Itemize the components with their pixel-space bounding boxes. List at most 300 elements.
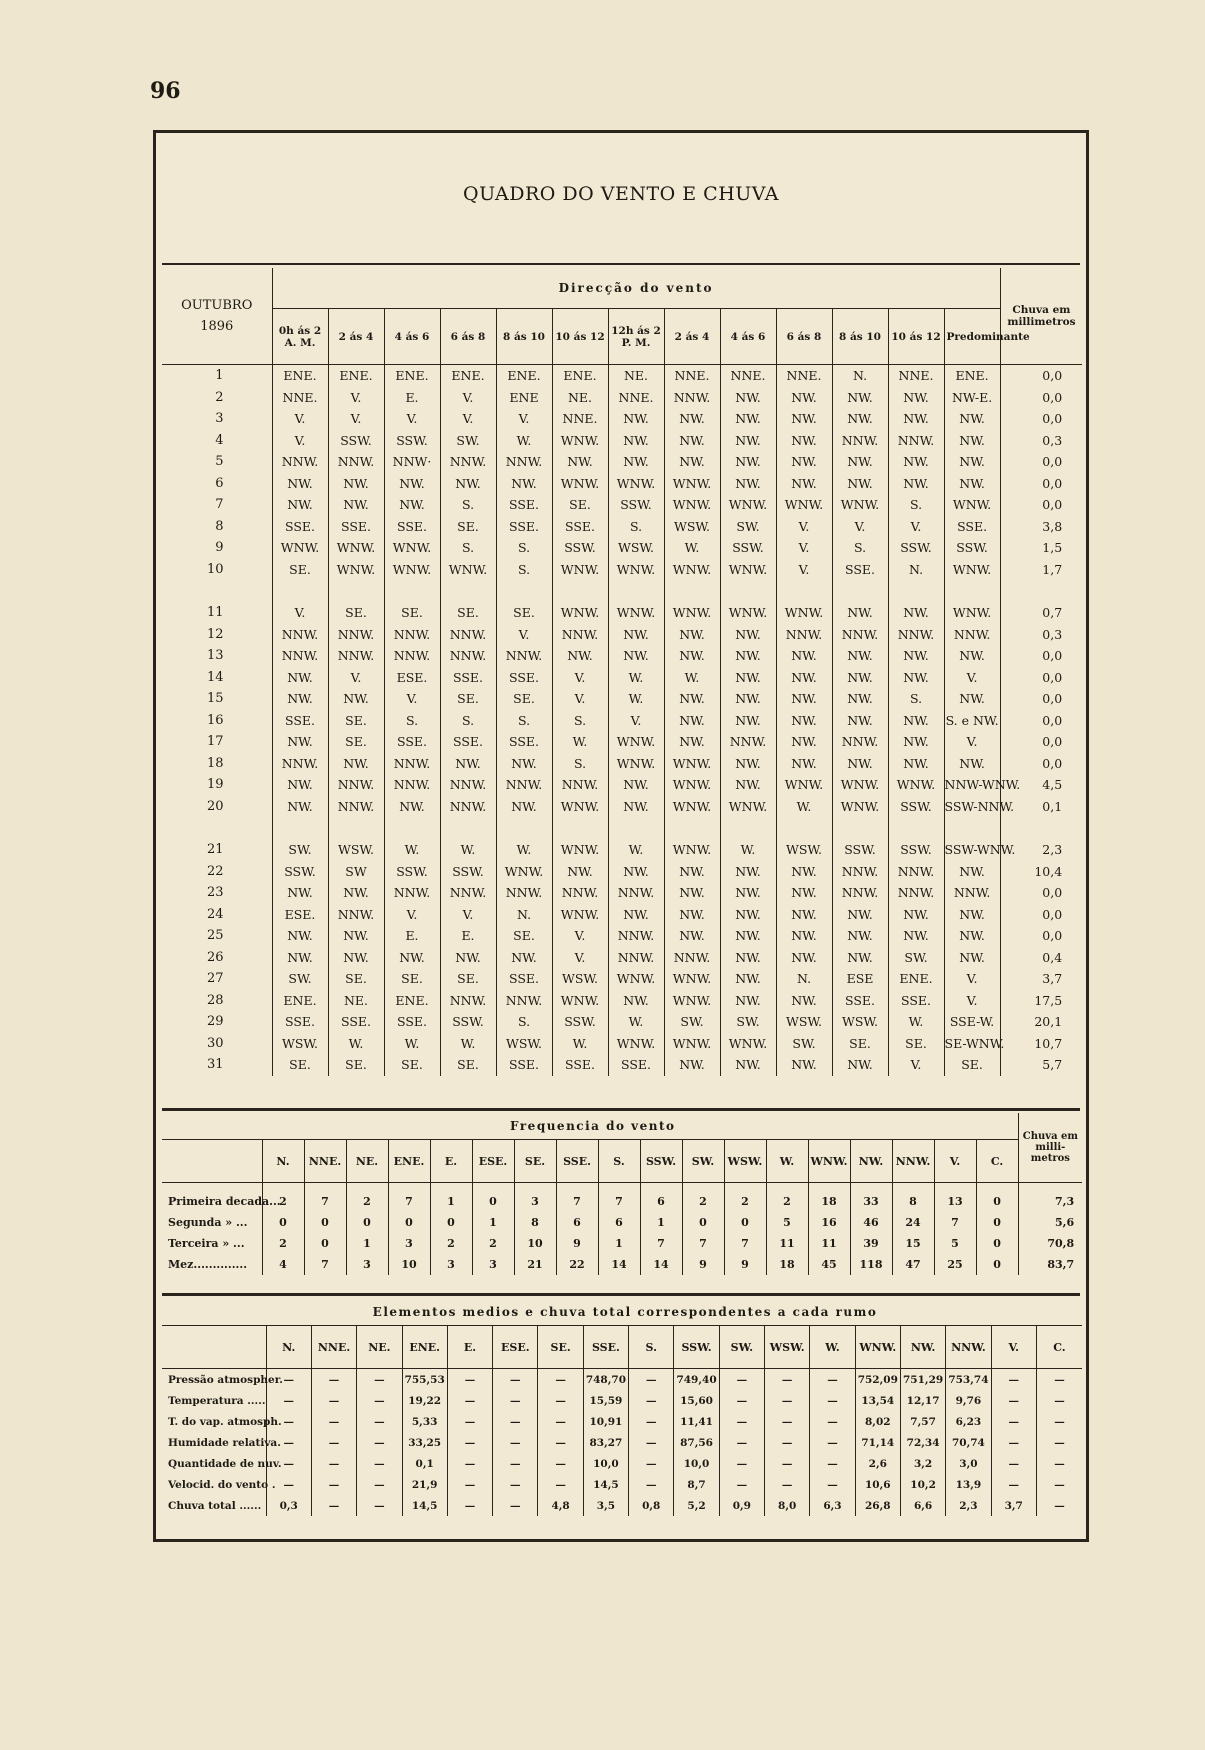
column-header: SW.: [719, 1326, 764, 1369]
direction-cell: NW.: [720, 925, 776, 947]
direction-cell: SSE.: [440, 731, 496, 753]
direction-cell: NW.: [720, 451, 776, 473]
direction-cell: NNW.: [664, 387, 720, 409]
table-row: [162, 645, 1082, 667]
direction-cell: V.: [608, 710, 664, 732]
element-cell: 6,6: [900, 1495, 945, 1516]
element-cell: —: [1036, 1474, 1082, 1495]
direction-cell: V.: [776, 559, 832, 581]
direction-cell: SSE.: [272, 516, 328, 538]
spacer-cell: [328, 580, 384, 602]
rain-cell: 0,0: [1000, 667, 1082, 689]
rain-cell: 0,1: [1000, 796, 1082, 818]
direction-cell: NW.: [720, 947, 776, 969]
direction-cell: NNE.: [272, 387, 328, 409]
element-cell: —: [629, 1432, 674, 1453]
element-cell: —: [493, 1453, 538, 1474]
frequency-cell: 2: [346, 1183, 388, 1213]
spacer-cell: [888, 580, 944, 602]
frequency-cell: 18: [766, 1254, 808, 1275]
direction-cell: NW.: [944, 947, 1000, 969]
direction-cell: V.: [384, 408, 440, 430]
wind-direction-header: Direcção do vento: [272, 268, 1000, 309]
direction-cell: NW.: [720, 387, 776, 409]
column-header: N.: [262, 1140, 304, 1183]
table-row: [162, 1033, 1082, 1055]
frequency-cell: 2: [682, 1183, 724, 1213]
element-cell: —: [266, 1390, 311, 1411]
direction-cell: W.: [328, 1033, 384, 1055]
direction-cell: SSW.: [552, 537, 608, 559]
element-cell: —: [629, 1390, 674, 1411]
direction-cell: V.: [552, 947, 608, 969]
direction-cell: NW.: [944, 925, 1000, 947]
direction-cell: NNW.: [776, 624, 832, 646]
direction-cell: ENE: [496, 387, 552, 409]
element-cell: —: [266, 1432, 311, 1453]
direction-cell: SSE.: [944, 516, 1000, 538]
page-title: QUADRO DO VENTO E CHUVA: [463, 183, 779, 205]
direction-cell: SE.: [496, 602, 552, 624]
frequency-cell: 2: [262, 1233, 304, 1254]
rain-cell: 20,1: [1000, 1011, 1082, 1033]
direction-cell: V.: [944, 667, 1000, 689]
element-cell: —: [719, 1453, 764, 1474]
element-cell: 15,59: [583, 1390, 628, 1411]
table-row: [162, 753, 1082, 775]
element-cell: —: [447, 1390, 492, 1411]
element-cell: 3,0: [946, 1453, 991, 1474]
direction-cell: S.: [440, 537, 496, 559]
element-cell: 10,0: [674, 1453, 719, 1474]
direction-cell: NNE.: [552, 408, 608, 430]
frequency-cell: 33: [850, 1183, 892, 1213]
direction-cell: NNE.: [664, 365, 720, 387]
element-cell: —: [493, 1411, 538, 1432]
direction-cell: SSW-NNW.: [944, 796, 1000, 818]
direction-cell: NW.: [272, 473, 328, 495]
direction-cell: NNW.: [552, 882, 608, 904]
direction-cell: NW.: [944, 753, 1000, 775]
direction-cell: SSE.: [272, 1011, 328, 1033]
element-cell: 3,5: [583, 1495, 628, 1516]
direction-cell: NW.: [832, 387, 888, 409]
element-cell: —: [991, 1390, 1036, 1411]
direction-cell: NW.: [720, 624, 776, 646]
direction-cell: SSE.: [608, 1054, 664, 1076]
direction-cell: SE.: [328, 1054, 384, 1076]
direction-cell: NNE.: [776, 365, 832, 387]
month-label: OUTUBRO: [181, 298, 253, 313]
direction-cell: S.: [496, 537, 552, 559]
direction-cell: NW.: [720, 1054, 776, 1076]
direction-cell: NW.: [888, 387, 944, 409]
direction-cell: SW.: [720, 516, 776, 538]
direction-cell: NW.: [384, 473, 440, 495]
element-cell: 6,23: [946, 1411, 991, 1432]
direction-cell: NNW.: [272, 624, 328, 646]
direction-cell: NNW.: [832, 882, 888, 904]
direction-cell: WNW.: [384, 537, 440, 559]
element-cell: 8,7: [674, 1474, 719, 1495]
day-cell: 5: [215, 454, 224, 470]
direction-cell: SSE.: [832, 559, 888, 581]
direction-cell: NW.: [944, 408, 1000, 430]
frequency-cell: 6: [640, 1183, 682, 1213]
frequency-cell: 45: [808, 1254, 850, 1275]
element-cell: —: [311, 1411, 356, 1432]
day-cell: 10: [206, 561, 224, 577]
direction-cell: NW.: [776, 710, 832, 732]
day-cell: 8: [215, 518, 224, 534]
element-cell: 10,2: [900, 1474, 945, 1495]
frequency-cell: 0: [976, 1254, 1018, 1275]
direction-cell: NNW.: [440, 774, 496, 796]
direction-cell: NNW.: [888, 624, 944, 646]
direction-cell: SW.: [664, 1011, 720, 1033]
rain-cell: 0,0: [1000, 731, 1082, 753]
element-cell: —: [493, 1474, 538, 1495]
direction-cell: WNW.: [776, 774, 832, 796]
rain-cell: 83,7: [1018, 1254, 1082, 1275]
table-row: [162, 667, 1082, 689]
direction-cell: SE.: [440, 688, 496, 710]
direction-cell: NNW.: [496, 645, 552, 667]
frequency-cell: 47: [892, 1254, 934, 1275]
direction-cell: SSW.: [440, 1011, 496, 1033]
direction-cell: NW.: [720, 710, 776, 732]
direction-cell: SW.: [720, 1011, 776, 1033]
direction-cell: V.: [496, 624, 552, 646]
table-row: [162, 688, 1082, 710]
direction-cell: NW.: [440, 473, 496, 495]
direction-cell: NW.: [776, 904, 832, 926]
direction-cell: SW.: [272, 839, 328, 861]
rain-cell: 0,0: [1000, 753, 1082, 775]
day-cell: 25: [206, 928, 224, 944]
column-header: Predominante: [944, 309, 1000, 365]
direction-cell: NW.: [664, 861, 720, 883]
direction-cell: NW.: [888, 925, 944, 947]
direction-cell: NNW.: [328, 645, 384, 667]
direction-cell: NE.: [608, 365, 664, 387]
column-header: SW.: [682, 1140, 724, 1183]
spacer-cell: [162, 580, 272, 602]
direction-cell: NW.: [832, 925, 888, 947]
direction-cell: NNW.: [496, 990, 552, 1012]
element-cell: 0,3: [266, 1495, 311, 1516]
direction-cell: NNW.: [944, 624, 1000, 646]
direction-cell: WNW.: [832, 774, 888, 796]
element-cell: —: [1036, 1369, 1082, 1391]
direction-cell: NNE.: [720, 365, 776, 387]
frequency-cell: 118: [850, 1254, 892, 1275]
table-row: [162, 968, 1082, 990]
element-cell: 11,41: [674, 1411, 719, 1432]
direction-cell: N.: [888, 559, 944, 581]
element-cell: 15,60: [674, 1390, 719, 1411]
direction-cell: NW.: [664, 451, 720, 473]
rain-header: Chuva em millimetros: [1000, 268, 1082, 365]
direction-cell: E.: [440, 925, 496, 947]
element-cell: —: [357, 1453, 402, 1474]
spacer-cell: [944, 817, 1000, 839]
direction-cell: SE.: [328, 731, 384, 753]
direction-cell: NNW.: [608, 947, 664, 969]
direction-cell: NW.: [888, 667, 944, 689]
direction-cell: NW.: [272, 731, 328, 753]
spacer-cell: [776, 580, 832, 602]
direction-cell: WNW.: [720, 796, 776, 818]
direction-cell: NW.: [888, 731, 944, 753]
frequency-cell: 0: [430, 1212, 472, 1233]
direction-cell: SSW.: [608, 494, 664, 516]
direction-cell: SW.: [440, 430, 496, 452]
direction-cell: WSW.: [608, 537, 664, 559]
direction-cell: NW.: [888, 645, 944, 667]
column-header: ENE.: [402, 1326, 447, 1369]
direction-cell: WNW.: [664, 990, 720, 1012]
direction-cell: WNW.: [384, 559, 440, 581]
direction-cell: V.: [384, 904, 440, 926]
element-cell: 14,5: [402, 1495, 447, 1516]
direction-cell: NNW.: [272, 451, 328, 473]
row-label: Quantidade de nuv.: [168, 1457, 282, 1470]
element-cell: —: [810, 1432, 855, 1453]
day-cell: 6: [215, 475, 224, 491]
element-cell: —: [357, 1390, 402, 1411]
direction-cell: WNW.: [720, 1033, 776, 1055]
element-cell: 8,02: [855, 1411, 900, 1432]
column-header: NNE.: [311, 1326, 356, 1369]
wind-direction-table: [162, 268, 1082, 1076]
rain-cell: 0,0: [1000, 473, 1082, 495]
direction-cell: W.: [608, 839, 664, 861]
column-header: ESE.: [493, 1326, 538, 1369]
element-cell: 10,91: [583, 1411, 628, 1432]
rain-cell: 0,0: [1000, 710, 1082, 732]
direction-cell: SSW.: [552, 1011, 608, 1033]
direction-cell: WNW.: [552, 602, 608, 624]
direction-cell: NW.: [888, 473, 944, 495]
element-cell: 13,9: [946, 1474, 991, 1495]
direction-cell: W.: [496, 430, 552, 452]
direction-cell: SSE.: [888, 990, 944, 1012]
direction-cell: SSE.: [552, 516, 608, 538]
table-row: [162, 710, 1082, 732]
table-row: [162, 602, 1082, 624]
table-row: [162, 774, 1082, 796]
frequency-cell: 7: [682, 1233, 724, 1254]
frequency-cell: 0: [724, 1212, 766, 1233]
direction-cell: ENE.: [272, 365, 328, 387]
direction-cell: SSW.: [944, 537, 1000, 559]
frequency-cell: 0: [346, 1212, 388, 1233]
direction-cell: V.: [384, 688, 440, 710]
element-cell: —: [765, 1453, 810, 1474]
column-header: NNE.: [304, 1140, 346, 1183]
direction-cell: SE.: [832, 1033, 888, 1055]
element-cell: —: [311, 1495, 356, 1516]
element-cell: —: [266, 1453, 311, 1474]
direction-cell: NW.: [832, 904, 888, 926]
rain-cell: 0,0: [1000, 451, 1082, 473]
table-row: [162, 904, 1082, 926]
direction-cell: WNW.: [664, 559, 720, 581]
table-row: [162, 1495, 1082, 1516]
direction-cell: NNW.: [608, 882, 664, 904]
direction-cell: NW.: [608, 796, 664, 818]
rain-cell: 5,7: [1000, 1054, 1082, 1076]
direction-cell: SSW.: [384, 861, 440, 883]
element-cell: 6,3: [810, 1495, 855, 1516]
direction-cell: NNW.: [888, 882, 944, 904]
row-label: T. do vap. atmosph.: [168, 1415, 282, 1428]
direction-cell: WNW.: [608, 473, 664, 495]
direction-cell: V.: [552, 925, 608, 947]
frequency-cell: 15: [892, 1233, 934, 1254]
direction-cell: SSE.: [496, 968, 552, 990]
frequency-cell: 13: [934, 1183, 976, 1213]
spacer-cell: [440, 580, 496, 602]
direction-cell: V.: [552, 667, 608, 689]
direction-cell: NW.: [776, 473, 832, 495]
row-label: Temperatura .....: [168, 1394, 266, 1407]
day-cell: 7: [215, 497, 224, 513]
element-cell: —: [719, 1390, 764, 1411]
direction-cell: SSE.: [384, 516, 440, 538]
frequency-cell: 6: [556, 1212, 598, 1233]
frequency-cell: 7: [556, 1183, 598, 1213]
rain-cell: 0,0: [1000, 408, 1082, 430]
column-header: N.: [266, 1326, 311, 1369]
direction-cell: V.: [440, 387, 496, 409]
direction-cell: ENE.: [384, 365, 440, 387]
spacer-cell: [272, 580, 328, 602]
element-cell: —: [538, 1474, 583, 1495]
rain-cell: 0,0: [1000, 645, 1082, 667]
direction-cell: ENE.: [384, 990, 440, 1012]
direction-cell: WNW.: [944, 559, 1000, 581]
row-label: Velocid. do vento .: [168, 1478, 276, 1491]
direction-cell: WNW.: [552, 473, 608, 495]
column-header: V.: [991, 1326, 1036, 1369]
direction-cell: NW.: [272, 688, 328, 710]
element-cell: —: [765, 1432, 810, 1453]
row-label: Humidade relativa.: [168, 1436, 281, 1449]
column-header: 10 ás 12: [888, 309, 944, 365]
direction-cell: NW.: [664, 430, 720, 452]
direction-cell: V.: [888, 1054, 944, 1076]
direction-cell: V.: [440, 904, 496, 926]
frequency-cell: 16: [808, 1212, 850, 1233]
direction-cell: ENE.: [440, 365, 496, 387]
direction-cell: V.: [272, 408, 328, 430]
direction-cell: NNE.: [608, 387, 664, 409]
element-cell: —: [629, 1453, 674, 1474]
direction-cell: WNW.: [664, 796, 720, 818]
direction-cell: NW.: [776, 731, 832, 753]
direction-cell: NW.: [664, 624, 720, 646]
direction-cell: W.: [664, 537, 720, 559]
element-cell: —: [357, 1474, 402, 1495]
column-header: C.: [976, 1140, 1018, 1183]
element-cell: —: [266, 1474, 311, 1495]
row-label: Pressão atmospher.: [168, 1373, 283, 1386]
direction-cell: NNW.: [384, 645, 440, 667]
direction-cell: SE.: [440, 516, 496, 538]
direction-cell: W.: [496, 839, 552, 861]
direction-cell: NW.: [552, 861, 608, 883]
direction-cell: S.: [552, 710, 608, 732]
column-header: V.: [934, 1140, 976, 1183]
element-cell: —: [311, 1390, 356, 1411]
direction-cell: NNW.: [384, 624, 440, 646]
direction-cell: S.: [496, 710, 552, 732]
element-cell: —: [810, 1390, 855, 1411]
element-cell: 14,5: [583, 1474, 628, 1495]
direction-cell: WSW.: [328, 839, 384, 861]
direction-cell: SSE.: [328, 516, 384, 538]
direction-cell: NW.: [384, 947, 440, 969]
direction-cell: NW.: [608, 430, 664, 452]
element-cell: —: [538, 1369, 583, 1391]
column-header: E.: [447, 1326, 492, 1369]
direction-cell: SE.: [496, 688, 552, 710]
direction-cell: WSW.: [776, 839, 832, 861]
day-cell: 18: [206, 755, 224, 771]
direction-cell: NW.: [664, 688, 720, 710]
column-header: NNW.: [946, 1326, 991, 1369]
day-cell: 12: [206, 626, 224, 642]
frequency-cell: 24: [892, 1212, 934, 1233]
direction-cell: WSW.: [664, 516, 720, 538]
frequency-cell: 2: [430, 1233, 472, 1254]
frequency-cell: 9: [682, 1254, 724, 1275]
direction-cell: NE.: [552, 387, 608, 409]
direction-cell: NW.: [608, 645, 664, 667]
frequency-cell: 11: [808, 1233, 850, 1254]
direction-cell: V.: [944, 968, 1000, 990]
column-header: 8 ás 10: [832, 309, 888, 365]
direction-cell: SE.: [440, 602, 496, 624]
direction-cell: W.: [720, 839, 776, 861]
day-cell: 27: [206, 971, 224, 987]
direction-cell: NNE.: [888, 365, 944, 387]
direction-cell: WNW.: [832, 494, 888, 516]
spacer-cell: [440, 817, 496, 839]
freq-rain-header: Chuva em milli- metros: [1018, 1113, 1082, 1183]
day-cell: 11: [206, 605, 224, 621]
direction-cell: NW.: [664, 408, 720, 430]
day-cell: 29: [206, 1014, 224, 1030]
frequency-cell: 3: [514, 1183, 556, 1213]
column-header: SSW.: [674, 1326, 719, 1369]
table-row: [162, 731, 1082, 753]
element-cell: —: [1036, 1432, 1082, 1453]
direction-cell: NW.: [720, 904, 776, 926]
direction-cell: E.: [384, 925, 440, 947]
direction-cell: NW.: [552, 451, 608, 473]
table-row: [162, 1054, 1082, 1076]
direction-cell: WNW.: [664, 839, 720, 861]
direction-cell: NNW.: [440, 624, 496, 646]
direction-cell: NNW.: [328, 796, 384, 818]
spacer-cell: [162, 817, 272, 839]
spacer-cell: [832, 817, 888, 839]
direction-cell: NW.: [776, 947, 832, 969]
day-cell: 19: [206, 777, 224, 793]
